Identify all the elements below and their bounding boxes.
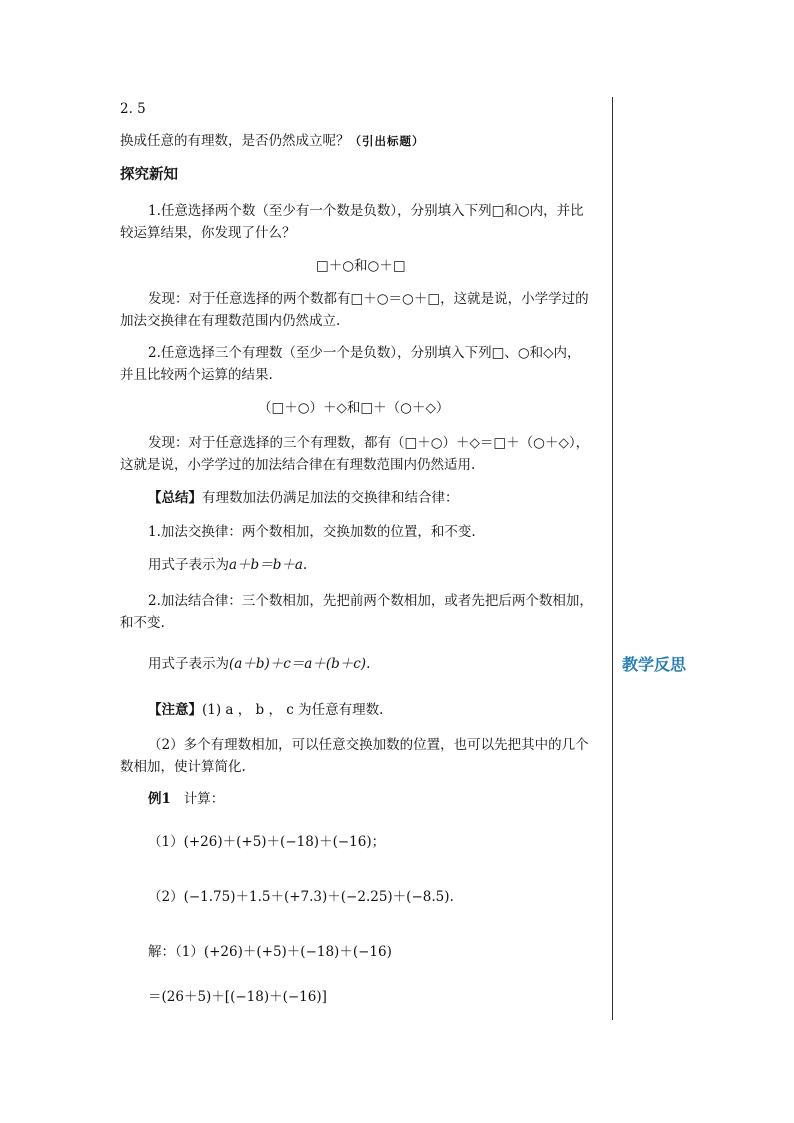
summary-line	[148, 489, 459, 507]
teaching-reflection-title: 教学反思	[622, 655, 687, 674]
example-text: 计算：	[183, 791, 225, 807]
summary-tag: 【总结】	[148, 490, 202, 506]
law1-expr: a＋b＝b＋a	[229, 557, 303, 573]
page-number: 2. 5	[120, 101, 146, 117]
note2-line2: 数相加，使计算简化.	[120, 759, 246, 775]
q1-line1: 1.任意选择两个数（至少有一个数是负数），分别填入下列□和○内，并比	[148, 203, 584, 219]
note1-text: (1) a ， b ， c 为任意有理数.	[202, 702, 384, 718]
law2-expr-suffix: .	[366, 656, 371, 672]
law2-line1: 2.加法结合律：三个数相加，先把前两个数相加，或者先把后两个数相加，	[148, 593, 593, 609]
finding2-line2: 这就是说，小学学过的加法结合律在有理数范围内仍然适用.	[120, 457, 476, 473]
intro-line	[120, 132, 425, 150]
law2-expr: (a＋b)＋c＝a＋(b＋c)	[229, 656, 367, 672]
law2-expr-prefix: 用式子表示为	[148, 656, 229, 672]
law1-text: 1.加法交换律：两个数相加，交换加数的位置，和不变.	[148, 524, 476, 540]
finding1-line1: 发现：对于任意选择的两个数都有□＋○＝○＋□，这就是说，小学学过的	[148, 291, 589, 307]
q2-line2: 并且比较两个运算的结果.	[120, 367, 273, 383]
note-tag: 【注意】	[148, 702, 202, 718]
example-label: 例1	[148, 791, 171, 807]
law2-line2: 和不变.	[120, 615, 165, 631]
finding1-line2: 加法交换律在有理数范围内仍然成立.	[120, 313, 341, 329]
law1-expression	[148, 556, 307, 574]
q1-formula: □＋○和○＋□	[316, 258, 406, 274]
law2-expression	[148, 655, 370, 673]
note-line1	[148, 701, 383, 719]
exercise-2: （2）(−1.75)＋1.5＋(+7.3)＋(−2.25)＋(−8.5).	[148, 889, 454, 905]
q2-line1: 2.任意选择三个有理数（至少一个是负数），分别填入下列□、○和◇内，	[148, 345, 581, 361]
summary-text: 有理数加法仍满足加法的交换律和结合律：	[202, 490, 459, 506]
solution-line2: ＝(26＋5)＋[(−18)＋(−16)]	[148, 989, 327, 1005]
exercise-1: （1）(+26)＋(+5)＋(−18)＋(−16)；	[148, 834, 386, 850]
solution-line1: 解：（1）(+26)＋(+5)＋(−18)＋(−16)	[148, 944, 392, 960]
intro-text: 换成任意的有理数，是否仍然成立呢？	[120, 133, 350, 149]
finding2-line1: 发现：对于任意选择的三个有理数，都有（□＋○）＋◇＝□＋（○＋◇），	[148, 435, 590, 451]
column-divider	[612, 97, 613, 1020]
q1-line2: 较运算结果，你发现了什么？	[120, 225, 296, 241]
note2-line1: （2）多个有理数相加，可以任意交换加数的位置，也可以先把其中的几个	[148, 737, 589, 753]
law1-expr-prefix: 用式子表示为	[148, 557, 229, 573]
example-heading	[148, 790, 224, 808]
q2-formula: （□＋○）＋◇和□＋（○＋◇）	[258, 400, 450, 416]
law1-expr-suffix: .	[302, 557, 308, 573]
section-title: 探究新知	[120, 166, 178, 183]
intro-note: （引出标题）	[349, 134, 425, 148]
